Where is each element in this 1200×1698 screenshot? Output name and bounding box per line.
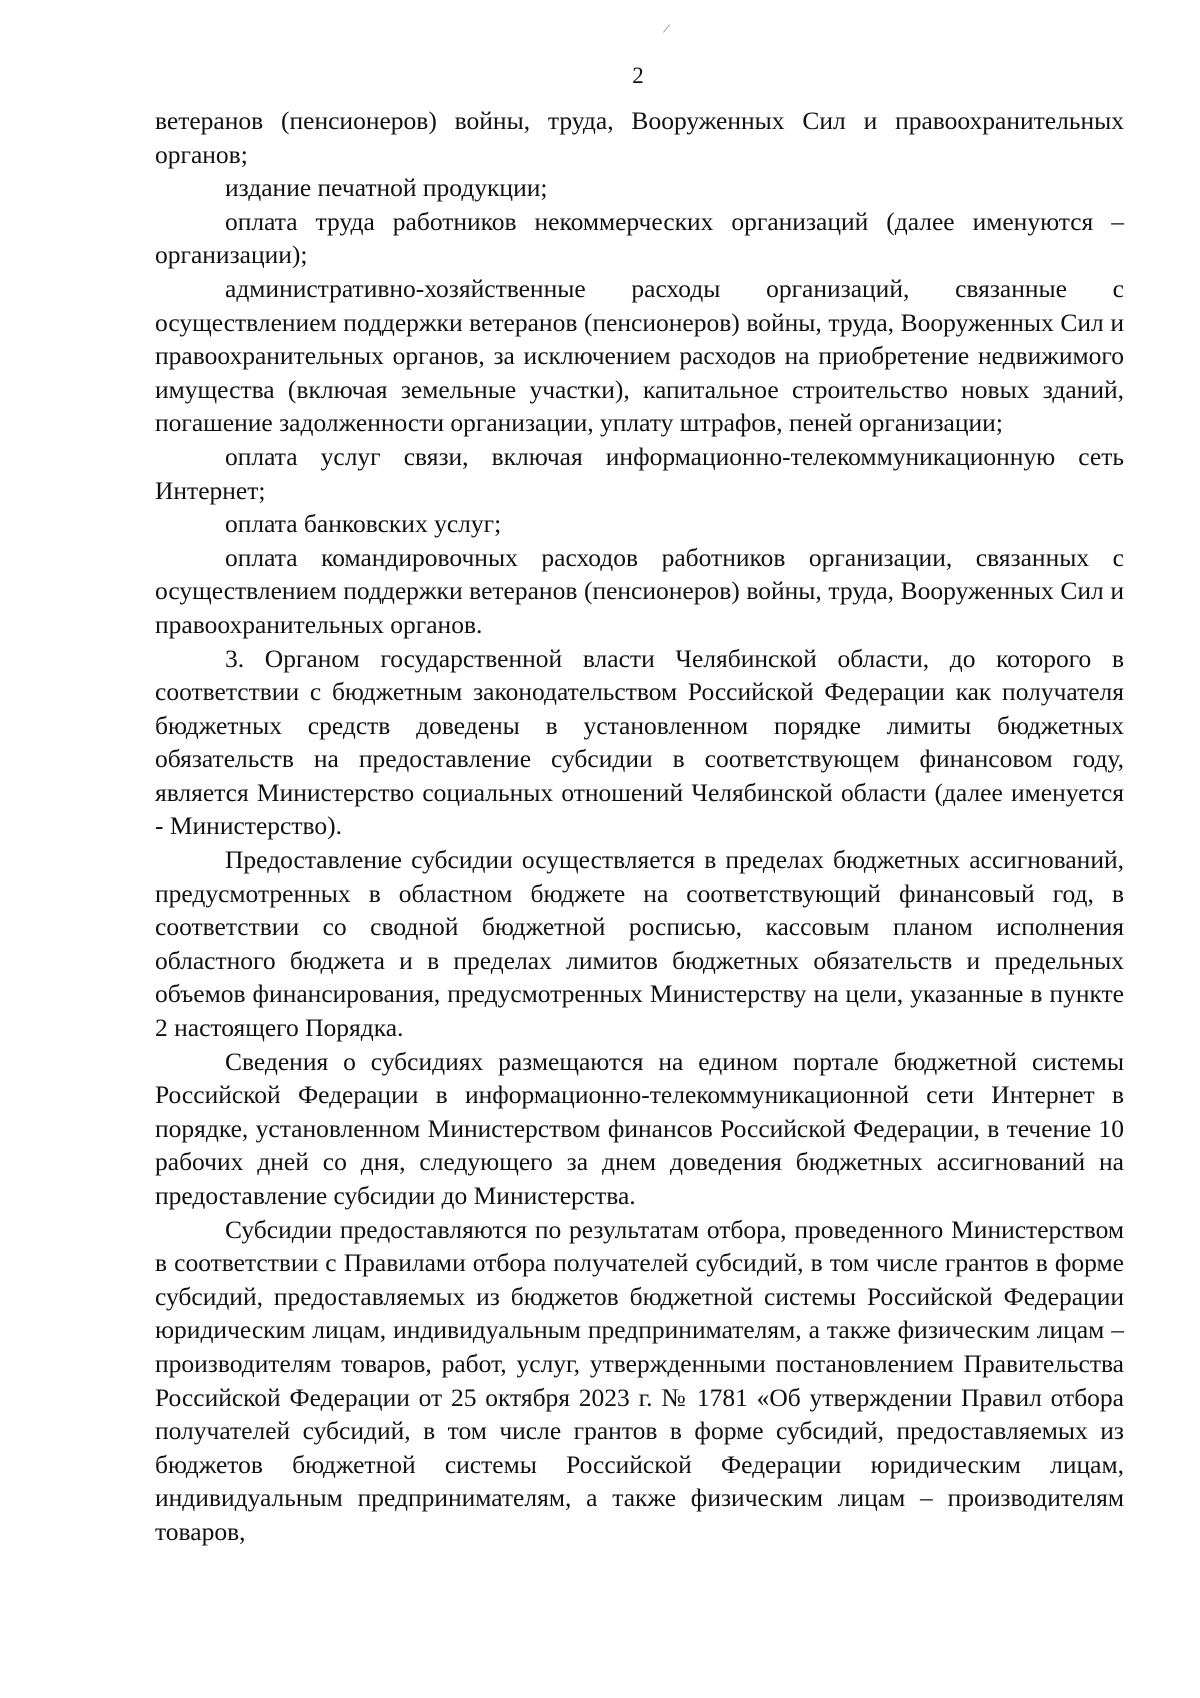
page-number: 2 [632,63,644,88]
paragraph: оплата банковских услуг; [225,509,502,539]
paragraph: оплата услуг связи, включая информационно-телекоммуникационную сеть Интернет; [155,441,1124,505]
corner-mark: / [661,21,671,38]
paragraph: 3. Органом государственной власти Челябинской области, до которого в соответствии с бюджетным законодательством Российской Федерации как получателя бюджетных средств доведены в установленном порядке лимиты бюджетных обязательств на предоставление субсидии в соответствующем финансовом году, является Министерство социальных отношений Челябинской области (далее именуется - Министерство). [155,643,1124,841]
paragraph: Субсидии предоставляются по результатам отбора, проведенного Министерством в соответствии с Правилами отбора получателей субсидий, в том числе грантов в форме субсидий, предоставляемых из бюджетов бюджетной системы Российской Федерации юридическим лицам, индивидуальным предпринимателям, а также физическим лицам – производителям товаров, работ, услуг, утвержденными постановлением Правительства Российской Федерации от 25 октября 2023 г. № 1781 «Об утверждении Правил отбора получателей субсидий, в том числе грантов в форме субсидий, предоставляемых из бюджетов бюджетной системы Российской Федерации юридическим лицам, индивидуальным предпринимателям, а также физическим лицам – производителям товаров, [155,1214,1124,1546]
paragraph: Сведения о субсидиях размещаются на едином портале бюджетной системы Российской Федерации в информационно-телекоммуникационной сети Интернет в порядке, установленном Министерством финансов Российской Федерации, в течение 10 рабочих дней со дня, следующего за днем доведения бюджетных ассигнований на предоставление субсидии до Министерства. [155,1046,1124,1210]
paragraph: издание печатной продукции; [225,173,548,203]
paragraph: ветеранов (пенсионеров) войны, труда, Вооруженных Сил и правоохранительных органов; [155,106,1124,169]
paragraph: Предоставление субсидии осуществляется в пределах бюджетных ассигнований, предусмотренных в областном бюджете на соответствующий финансовый год, в соответствии со сводной бюджетной росписью, кассовым планом исполнения областного бюджета и в пределах лимитов бюджетных обязательств и предельных объемов финансирования, предусмотренных Министерству на цели, указанные в пункте 2 настоящего Порядка. [155,845,1124,1043]
paragraph: административно-хозяйственные расходы организаций, связанные с осуществлением поддержки ветеранов (пенсионеров) войны, труда, Вооруженных Сил и правоохранительных органов, за исключением расходов на приобретение недвижимого имущества (включая земельные участки), капитальное строительство новых зданий, погашение задолженности организации, уплату штрафов, пеней организации; [155,273,1124,438]
paragraph: оплата командировочных расходов работников организации, связанных с осуществлением поддержки ветеранов (пенсионеров) войны, труда, Вооруженных Сил и правоохранительных органов. [155,542,1124,639]
paragraph: оплата труда работников некоммерческих организаций (далее именуются – организации); [155,206,1124,270]
document-body [155,104,1124,1549]
